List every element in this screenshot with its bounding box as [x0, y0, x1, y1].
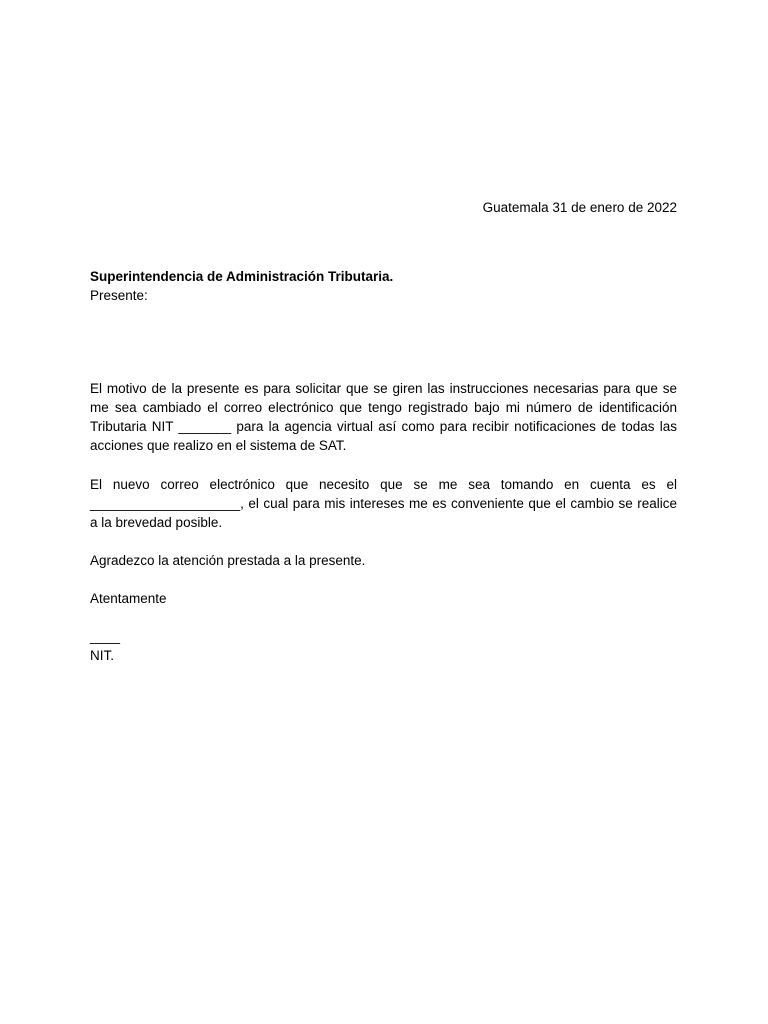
recipient-greeting: Presente:: [90, 288, 148, 303]
sign-off: Atentamente: [90, 591, 167, 606]
body-paragraph-request: El motivo de la presente es para solicitar que se giren las instrucciones necesarias para que se me sea cambiado el correo electrónico que tengo registrado bajo mi número de identificación Tributaria NIT _______ para la agencia virtual así como para recibir notificaciones de todas las acciones que realizo en el sistema de SAT.: [90, 381, 677, 453]
signature-block: [90, 627, 677, 665]
signature-line: ____: [90, 629, 121, 644]
thanks-line: Agradezco la atención prestada a la presente.: [90, 553, 366, 568]
signature-label: NIT.: [90, 648, 115, 663]
letter-date: Guatemala 31 de enero de 2022: [482, 200, 677, 215]
recipient-block: [90, 267, 677, 305]
body-paragraph-new-email: El nuevo correo electrónico que necesito que se me sea tomando en cuenta es el ____________________, el cual para mis intereses me es conveniente que el cambio se realice a la brevedad posible.: [90, 477, 677, 530]
recipient-name: Superintendencia de Administración Tributaria.: [90, 269, 394, 284]
